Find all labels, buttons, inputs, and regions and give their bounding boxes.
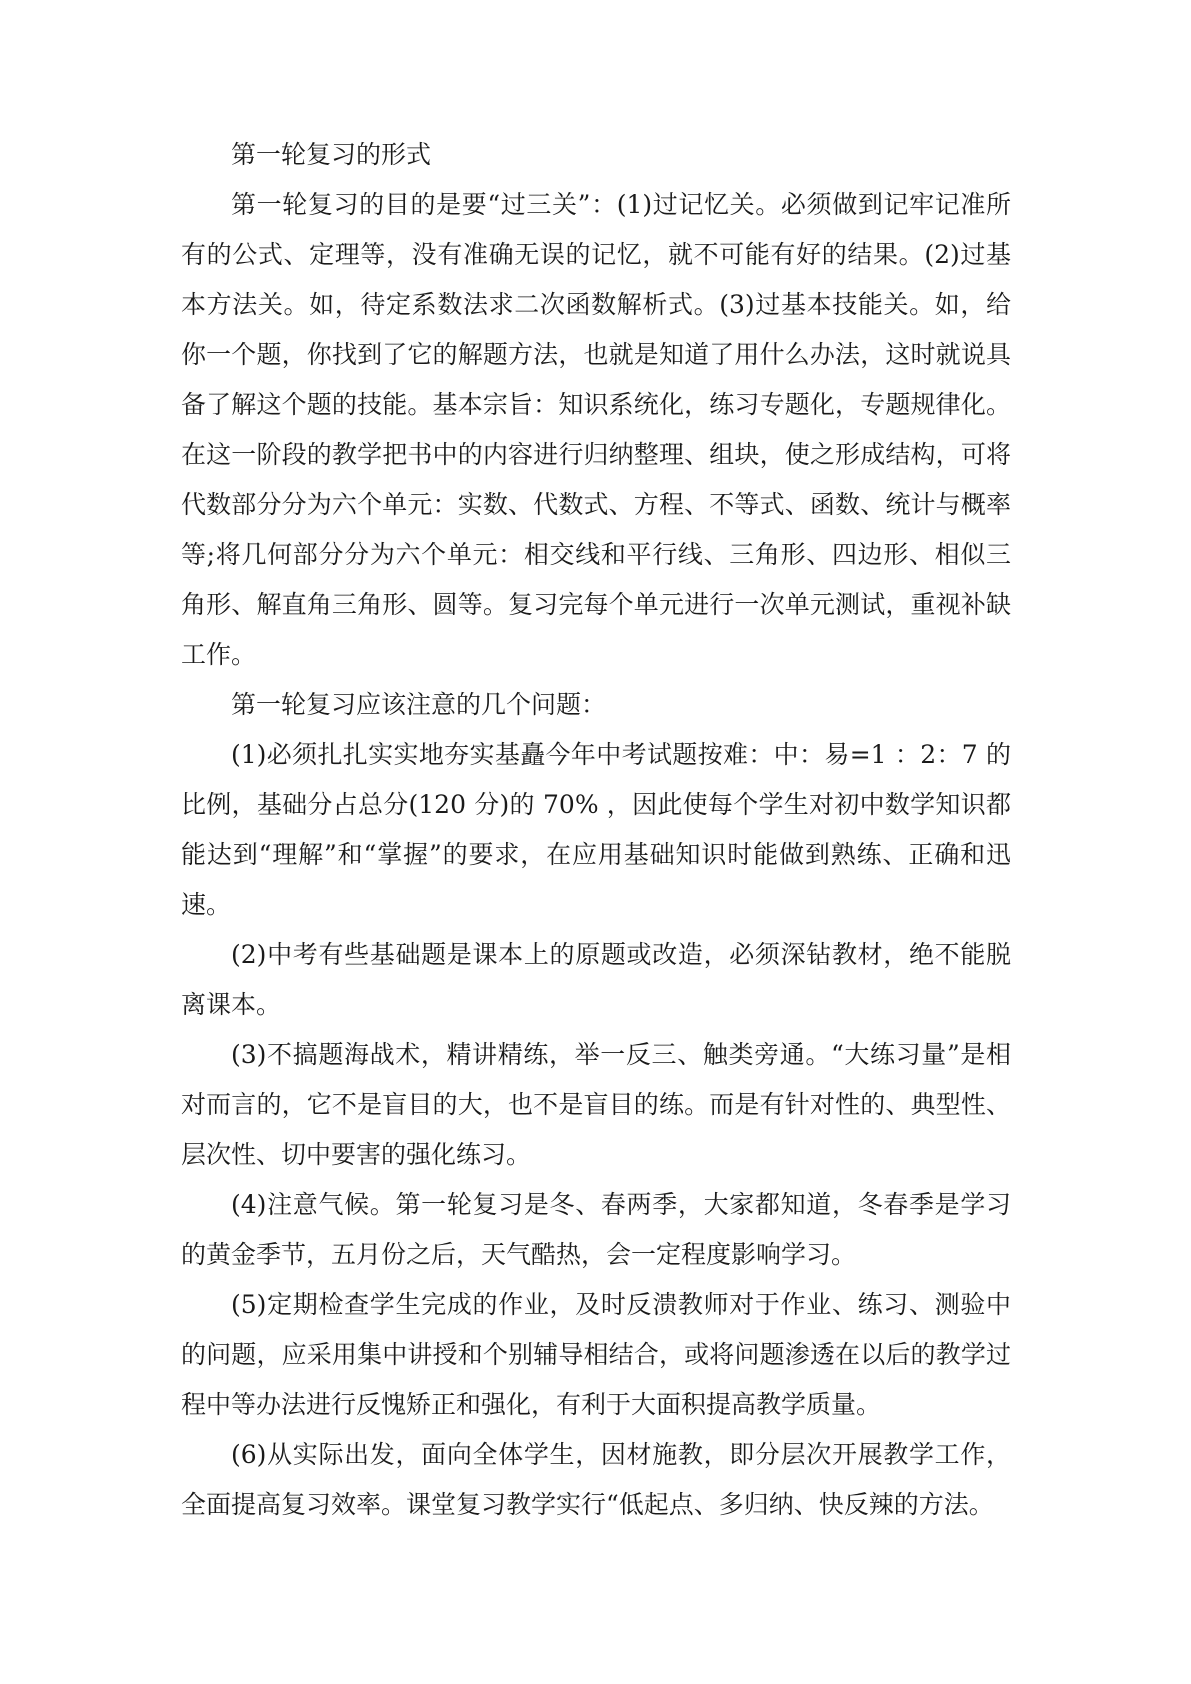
paragraph-item-4: (4)注意气候。第一轮复习是冬、春两季，大家都知道，冬春季是学习的黄金季节，五月份之后，天气酷热，会一定程度影响学习。 — [181, 1190, 1011, 1269]
paragraph-issues-intro: 第一轮复习应该注意的几个问题： — [231, 690, 607, 719]
section-heading: 第一轮复习的形式 — [231, 140, 432, 169]
paragraph-goals: 第一轮复习的目的是要“过三关”：(1)过记忆关。必须做到记牢记准所有的公式、定理等，没有准确无误的记忆，就不可能有好的结果。(2)过基本方法关。如，待定系数法求二次函数解析式。(3)过基本技能关。如，给你一个题，你找到了它的解题方法，也就是知道了用什么办法，这时就说具备了解这个题的技能。基本宗旨：知识系统化，练习专题化，专题规律化。在这一阶段的教学把书中的内容进行归纳整理、组块，使之形成结构，可将代数部分分为六个单元：实数、代数式、方程、不等式、函数、统计与概率等;将几何部分分为六个单元：相交线和平行线、三角形、四边形、相似三角形、解直角三角形、圆等。复习完每个单元进行一次单元测试，重视补缺工作。 — [181, 190, 1011, 669]
paragraph-item-6: (6)从实际出发，面向全体学生，因材施教，即分层次开展教学工作，全面提高复习效率。课堂复习教学实行“低起点、多归纳、快反辣的方法。 — [181, 1440, 1011, 1519]
paragraph-item-5: (5)定期检查学生完成的作业，及时反溃教师对于作业、练习、测验中的问题，应采用集中讲授和个别辅导相结合，或将问题渗透在以后的教学过程中等办法进行反愧矫正和强化，有利于大面积提高教学质量。 — [181, 1290, 1011, 1419]
document-body — [181, 130, 1011, 1530]
paragraph-item-3: (3)不搞题海战术，精讲精练，举一反三、触类旁通。“大练习量”是相对而言的，它不是盲目的大，也不是盲目的练。而是有针对性的、典型性、层次性、切中要害的强化练习。 — [181, 1040, 1011, 1169]
paragraph-item-2: (2)中考有些基础题是课本上的原题或改造，必须深钻教材，绝不能脱离课本。 — [181, 940, 1011, 1019]
paragraph-item-1: (1)必须扎扎实实地夯实基矗今年中考试题按难：中：易=1 ：2：7 的比例，基础分占总分(120 分)的 70% ，因此使每个学生对初中数学知识都能达到“理解”和“掌握”的要求，在应用基础知识时能做到熟练、正确和迅速。 — [181, 740, 1011, 919]
